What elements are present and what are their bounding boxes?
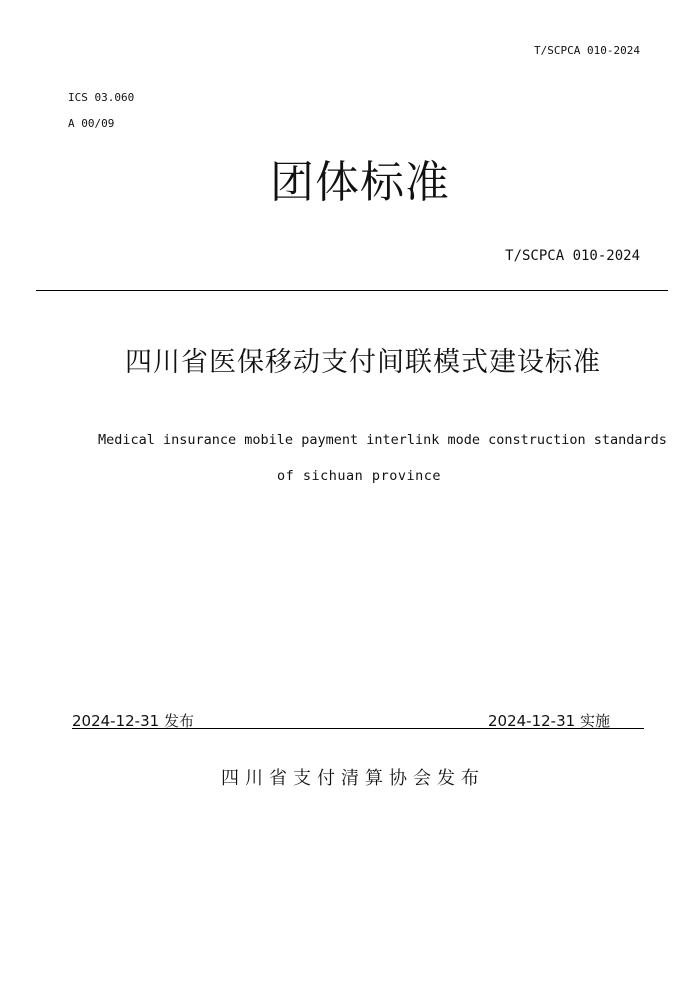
document-title-cn: 四川省医保移动支付间联模式建设标准 [125,347,601,378]
standard-type-title: 团体标准 [270,157,450,208]
document-title-en-line2: of sichuan province [277,468,441,484]
standard-number: T/SCPCA 010-2024 [505,248,640,264]
implementation-date: 2024-12-31 实施 [488,712,610,730]
header-standard-code: T/SCPCA 010-2024 [534,44,640,57]
ccs-code: A 00/09 [68,117,115,130]
ics-code: ICS 03.060 [68,91,135,104]
document-title-en-line1: Medical insurance mobile payment interlink mode construction standards [98,432,667,448]
date-row [72,710,644,729]
issue-date: 2024-12-31 发布 [72,712,194,730]
publisher: 四川省支付清算协会发布 [221,768,485,789]
divider-line [36,290,668,291]
